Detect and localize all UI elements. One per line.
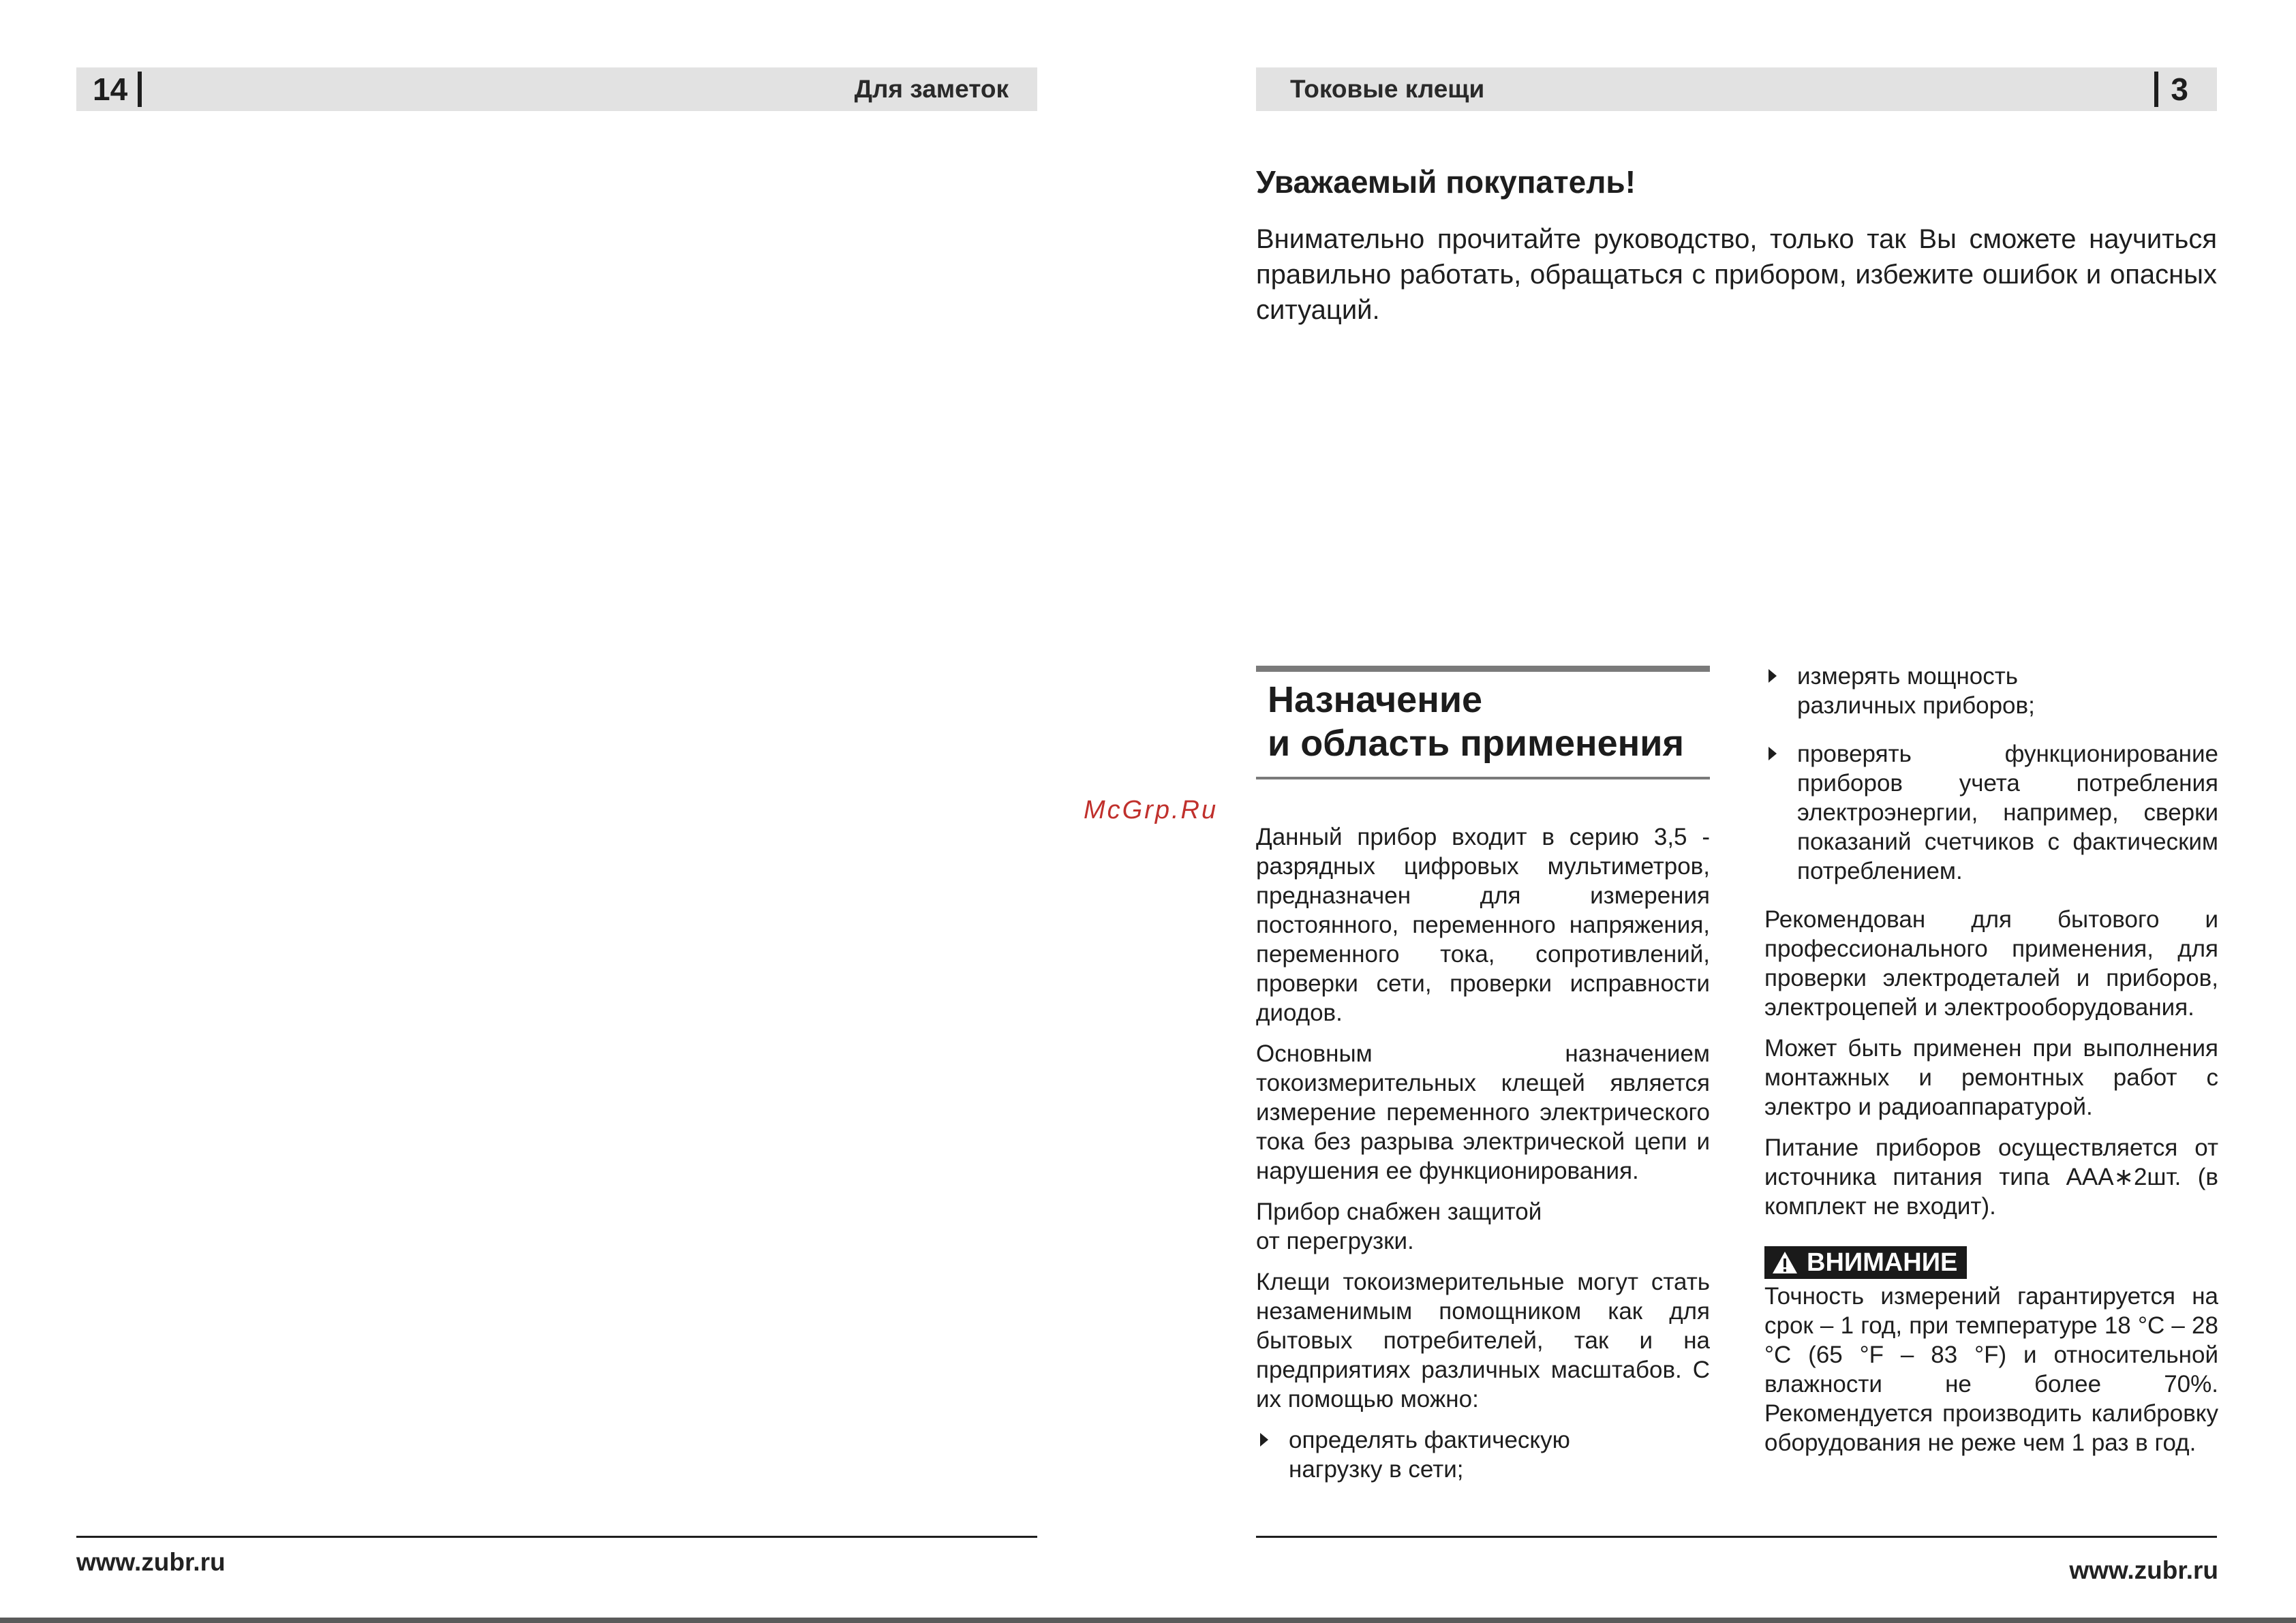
- warning-label: ВНИМАНИЕ: [1807, 1248, 1958, 1277]
- paragraph-recommended: Рекомендован для бытового и профессионального применения, для проверки электродеталей и приборов, электроцепей и электрооборудования.: [1764, 906, 2218, 1021]
- right-footer-rule: [1256, 1536, 2217, 1538]
- bottom-edge-strip: [0, 1618, 2296, 1623]
- text-column-left: [1256, 822, 1710, 1503]
- list-item-line2: различных приборов;: [1797, 692, 2035, 719]
- list-item-text: проверять функционирование приборов учета потребления электроэнергии, например, сверки показаний счетчиков с фактическим потреблением.: [1797, 741, 2218, 884]
- section-title-line1: Назначение: [1268, 679, 1483, 720]
- section-title-line2: и область применения: [1268, 723, 1684, 764]
- bullet-arrow-icon: [1769, 747, 1777, 760]
- right-page-header-title: Токовые клещи: [1290, 75, 1485, 103]
- right-page-number: 3: [2171, 72, 2188, 107]
- bullet-arrow-icon: [1260, 1433, 1268, 1447]
- paragraph-protection-line1: Прибор снабжен защитой: [1256, 1199, 1542, 1225]
- list-item-line2: нагрузку в сети;: [1289, 1456, 1464, 1483]
- greeting-title: Уважаемый покупатель!: [1256, 164, 1636, 200]
- left-page-number: 14: [93, 72, 128, 107]
- right-footer-url: www.zubr.ru: [2069, 1556, 2218, 1584]
- page-number-separator: [138, 72, 142, 107]
- warning-badge: [1764, 1246, 1967, 1279]
- paragraph-protection-line2: от перегрузки.: [1256, 1228, 1414, 1254]
- list-item-text: [1797, 662, 2218, 720]
- list-item: [1764, 739, 2218, 886]
- left-page-header-title: Для заметок: [854, 75, 1009, 103]
- left-footer-rule: [76, 1536, 1037, 1538]
- list-item-line1: определять фактическую: [1289, 1427, 1570, 1453]
- warning-triangle-icon: [1771, 1250, 1798, 1275]
- section-bottom-rule: [1256, 777, 1710, 779]
- left-footer-url: www.zubr.ru: [76, 1548, 226, 1576]
- list-item: [1256, 1425, 1710, 1484]
- list-item-line1: измерять мощность: [1797, 663, 2019, 690]
- list-item-text: [1289, 1425, 1710, 1484]
- paragraph-power: Питание приборов осуществляется от источника питания типа AAA∗2шт. (в комплект не входит).: [1764, 1134, 2218, 1220]
- watermark: McGrp.Ru: [1084, 796, 1219, 824]
- paragraph-warning: Точность измерений гарантируется на срок – 1 год, при температуре 18 °C – 28 °C (65 °F – 83 °F) и относительной влажности не более 70%. Рекомендуется производить калибровку оборудования не реже чем 1 раз в год.: [1764, 1283, 2218, 1456]
- paragraph-purpose: Основным назначением токоизмерительных клещей является измерение переменного электрического тока без разрыва электрической цепи и нарушения ее функционирования.: [1256, 1040, 1710, 1184]
- page-number-separator: [2154, 72, 2158, 107]
- paragraph-protection: [1256, 1197, 1710, 1256]
- paragraph-series: Данный прибор входит в серию 3,5 - разрядных цифровых мультиметров, предназначен для измерения постоянного, переменного напряжения, переменного тока, сопротивлений, проверки сети, проверки исправности диодов.: [1256, 824, 1710, 1026]
- left-page-header: [76, 67, 1037, 111]
- text-column-right: [1764, 662, 2218, 1469]
- paragraph-application: Может быть применен при выполнения монтажных и ремонтных работ с электро и радиоаппаратурой.: [1764, 1035, 2218, 1120]
- list-item: [1764, 662, 2218, 720]
- greeting-body: Внимательно прочитайте руководство, только так Вы сможете научиться правильно работать, обращаться с прибором, избежите ошибок и опасных ситуаций.: [1256, 224, 2217, 325]
- section-top-rule: [1256, 666, 1710, 672]
- bullet-arrow-icon: [1769, 669, 1777, 683]
- section-title: [1268, 678, 1711, 765]
- right-page-header: [1256, 67, 2217, 111]
- paragraph-usage: Клещи токоизмерительные могут стать незаменимым помощником как для бытовых потребителей, так и на предприятиях различных масштабов. С их помощью можно:: [1256, 1269, 1710, 1412]
